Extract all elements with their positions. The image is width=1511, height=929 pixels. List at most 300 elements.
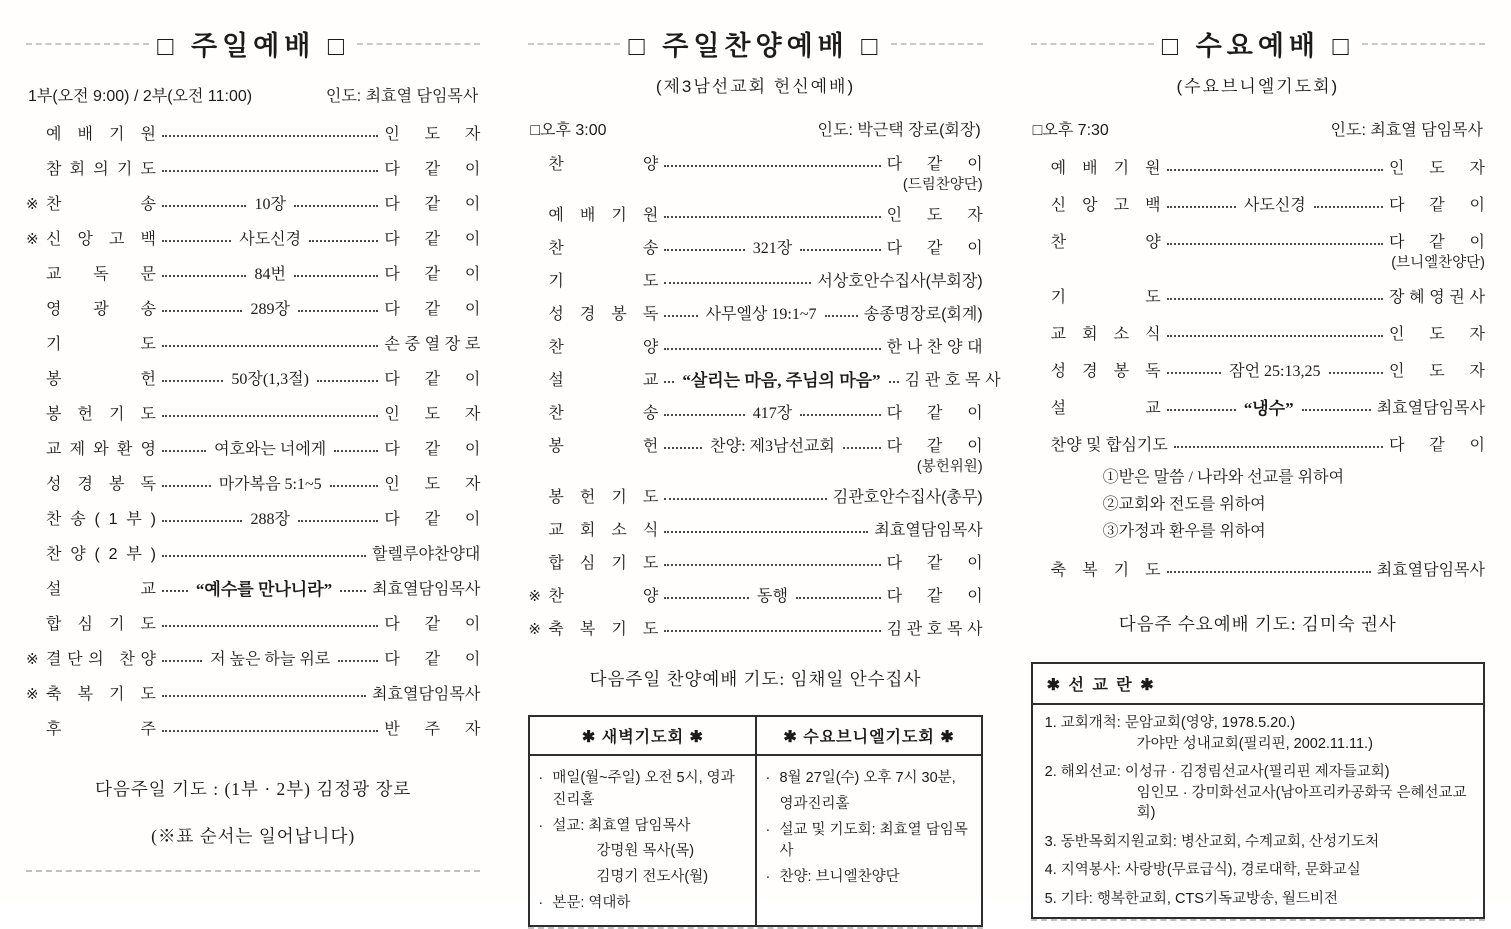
order-item-label: 성 경 봉 독 xyxy=(548,306,659,323)
order-item-person: 최 효 열 담 임 목 사 xyxy=(372,686,481,703)
mission-item-line: 가야만 성내교회(필리핀, 2002.11.11.) xyxy=(1136,735,1373,752)
order-row-line xyxy=(528,205,982,227)
table-item xyxy=(538,816,747,838)
order-item-person-group xyxy=(887,238,983,260)
order-item-person-group xyxy=(887,586,983,608)
order-item-label: 신 앙 고 백 xyxy=(46,231,156,248)
prayer-topic: ③가정과 환우를 위하여 xyxy=(1102,523,1266,540)
table-item xyxy=(538,841,747,863)
order-item-detail: 사도신경 xyxy=(239,231,302,248)
table-item xyxy=(538,893,747,915)
next-week-note: 다음주 수요예배 기도: 김미숙 권사 xyxy=(1118,614,1397,634)
order-row xyxy=(1031,195,1485,217)
table-item xyxy=(765,867,972,889)
table-item-text: 8월 27일(수) 오후 7시 30분, xyxy=(779,770,956,786)
order-item-person: 다 같 이 xyxy=(384,301,481,318)
order-item-person: 손 중 열 장 로 xyxy=(384,336,481,353)
mission-item xyxy=(1045,889,1473,910)
order-item-person-group xyxy=(833,487,983,509)
order-row xyxy=(26,369,480,391)
order-row xyxy=(528,337,982,359)
order-item-person: 인 도 자 xyxy=(384,126,481,143)
service-time: □오후 7:30 xyxy=(1032,122,1109,139)
service-schedule xyxy=(528,117,982,140)
order-row xyxy=(1031,232,1485,272)
dot-leader xyxy=(825,315,858,317)
prayer-topic: ①받은 말씀 / 나라와 선교를 위하여 xyxy=(1102,469,1345,486)
order-row xyxy=(26,264,480,286)
order-row-line xyxy=(26,719,480,741)
fold-dash xyxy=(26,870,480,872)
order-row-line xyxy=(1031,398,1485,420)
dot-leader xyxy=(1314,206,1383,208)
order-row xyxy=(528,205,982,227)
fold-dash xyxy=(1031,919,1485,921)
mission-item-line: 2. 해외선교: 이성규 · 김정림선교사(필리핀 제자들교회) xyxy=(1044,764,1390,781)
order-item-label: 봉 헌 기 도 xyxy=(46,406,156,423)
dot-leader xyxy=(664,531,868,533)
order-item-person: 다 같 이 xyxy=(886,555,983,572)
order-item-detail: 84번 xyxy=(254,266,286,283)
prayer-meetings-table xyxy=(528,715,982,927)
order-item-person: 김 관 호 목 사 xyxy=(904,372,1001,389)
dot-leader xyxy=(162,380,223,382)
service-leader: 인도: 박근택 장로(회장) xyxy=(817,122,981,139)
order-item-person-group xyxy=(384,264,480,286)
order-row-line xyxy=(26,579,480,601)
dot-leader xyxy=(664,249,744,251)
dot-leader xyxy=(1167,571,1371,573)
mission-board xyxy=(1031,662,1485,919)
panel-subtitle: (제3남선교회 헌신예배) xyxy=(655,77,856,96)
dot-leader xyxy=(664,498,826,500)
fold-dash xyxy=(357,43,480,45)
dot-leader xyxy=(317,380,378,382)
order-item-label: 예 배 기 원 xyxy=(46,126,156,143)
order-row xyxy=(26,439,480,461)
order-item-label: 봉 헌 xyxy=(46,371,156,388)
order-row-line xyxy=(26,509,480,531)
order-item-person-group xyxy=(887,436,983,476)
mission-board-title: ✱ 선 교 란 ✱ xyxy=(1033,664,1483,705)
dot-leader xyxy=(330,485,379,487)
order-item-detail: 저 높은 하늘 위로 xyxy=(210,651,331,668)
order-item-label: 기 도 xyxy=(46,336,156,353)
mission-item xyxy=(1045,762,1473,824)
order-item-person: 다 같 이 xyxy=(384,441,481,458)
table-item xyxy=(765,820,972,864)
order-row xyxy=(26,614,480,636)
order-item-label: 신 앙 고 백 xyxy=(1050,197,1161,214)
service-schedule xyxy=(26,83,480,106)
order-item-label: 축 복 기 도 xyxy=(1050,562,1161,579)
order-item-label: 교 회 소 식 xyxy=(548,522,659,539)
dot-leader xyxy=(664,282,811,284)
order-row-line xyxy=(1031,232,1485,272)
dot-leader xyxy=(664,414,744,416)
dot-leader xyxy=(1167,298,1383,300)
order-row xyxy=(26,404,480,426)
dot-leader xyxy=(298,310,378,312)
dot-leader xyxy=(162,590,188,592)
table-item xyxy=(538,867,747,889)
dot-leader xyxy=(1167,335,1383,337)
order-item-person-sub: ( 봉 헌 위 원 ) xyxy=(916,459,983,475)
order-item-person-group xyxy=(864,304,983,326)
order-item-person: 인 도 자 xyxy=(384,406,481,423)
dot-leader xyxy=(309,240,378,242)
dot-leader xyxy=(334,450,378,452)
order-of-worship xyxy=(26,124,480,754)
dot-leader xyxy=(294,275,378,277)
order-item-person: 김 관 호 안 수 집 사 ( 총 무 ) xyxy=(832,489,983,506)
mission-item-line: 임인모 · 강미화선교사(남아프리카공화국 은혜선교교회) xyxy=(1136,784,1467,822)
order-item-person-group xyxy=(384,509,480,531)
order-item-detail: 321장 xyxy=(752,240,793,257)
order-item-label: 합 심 기 도 xyxy=(46,616,156,633)
order-item-person-group xyxy=(1389,195,1485,217)
table-item-text: 설교: 최효열 담임목사 xyxy=(552,817,691,834)
order-item-label: 예 배 기 원 xyxy=(1050,160,1161,177)
dot-leader xyxy=(162,485,211,487)
order-item-label: 성 경 봉 독 xyxy=(46,476,156,493)
prayer-topic: ②교회와 전도를 위하여 xyxy=(1102,496,1266,513)
order-item-person: 다 같 이 xyxy=(886,438,983,455)
dot-leader xyxy=(1302,409,1371,411)
table-item-text: 영과진리홀 xyxy=(779,795,850,812)
service-time: 1부(오전 9:00) / 2부(오전 11:00) xyxy=(28,88,253,105)
dot-leader xyxy=(162,625,378,627)
order-item-label: 찬 송 xyxy=(548,405,659,422)
table-item-text: 설교 및 기도회: 최효열 담임목사 xyxy=(779,821,968,860)
order-item-label: 교 제 와 환 영 xyxy=(46,441,156,458)
order-of-worship xyxy=(1031,158,1485,597)
mission-item-line: 3. 동반목회지원교회: 병산교회, 수계교회, 산성기도처 xyxy=(1044,833,1380,850)
order-item-detail: “냉수” xyxy=(1243,399,1294,418)
bullet-icon: · xyxy=(765,869,771,885)
dot-leader xyxy=(1167,169,1383,171)
order-item-person-group xyxy=(384,369,480,391)
order-item-person-group xyxy=(1389,158,1485,180)
order-item-detail: 288장 xyxy=(250,511,290,528)
dot-leader xyxy=(1167,372,1221,374)
dot-leader xyxy=(664,630,880,632)
mission-item xyxy=(1045,713,1473,754)
order-item-person-group xyxy=(874,520,982,542)
order-item-person: 인 도 자 xyxy=(886,207,983,224)
order-item-label: 기 도 xyxy=(1050,289,1161,306)
order-item-person-group xyxy=(905,370,1001,392)
order-item-person: 다 같 이 xyxy=(384,511,481,528)
dot-leader xyxy=(162,310,242,312)
order-item-label: 찬 양 xyxy=(548,588,659,605)
order-item-detail: 50장(1,3절) xyxy=(231,371,309,388)
dot-leader xyxy=(664,165,880,167)
order-row-line xyxy=(26,229,480,251)
order-row-line xyxy=(26,474,480,496)
order-item-detail: 동행 xyxy=(757,588,788,605)
order-row-line xyxy=(528,370,1001,392)
order-row-line xyxy=(1031,435,1485,457)
order-row-line xyxy=(26,159,480,181)
order-row xyxy=(26,474,480,496)
order-row-line xyxy=(528,553,982,575)
order-row xyxy=(528,553,982,575)
dot-leader xyxy=(664,447,702,449)
order-row-line xyxy=(26,614,480,636)
table-item xyxy=(765,794,972,816)
order-row-line xyxy=(26,369,480,391)
order-item-person-group xyxy=(384,229,480,251)
dot-leader xyxy=(294,205,378,207)
order-row xyxy=(528,370,1001,392)
dot-leader xyxy=(1174,446,1383,448)
order-row xyxy=(1031,435,1485,545)
order-row xyxy=(26,579,480,601)
order-item-person-group xyxy=(887,403,983,425)
standing-mark: ※ xyxy=(528,621,541,638)
dot-leader xyxy=(162,520,242,522)
order-item-person-sub: ( 브 니 엘 찬 양 단 ) xyxy=(1391,255,1485,271)
dot-leader xyxy=(1167,243,1383,245)
order-item-person: 최 효 열 담 임 목 사 xyxy=(874,522,983,539)
dot-leader xyxy=(664,564,880,566)
order-item-person: 최 효 열 담 임 목 사 xyxy=(1376,400,1485,417)
order-item-label: 결 단 의 찬 양 xyxy=(46,651,156,668)
standing-mark: ※ xyxy=(26,231,39,248)
order-item-label: 찬 송 xyxy=(46,196,156,213)
order-row-line xyxy=(528,304,982,326)
dot-leader xyxy=(664,216,880,218)
order-item-person-sub: ( 드 림 찬 양 단 ) xyxy=(902,177,983,193)
order-item-label: 찬 양 xyxy=(1050,234,1161,251)
order-item-detail: “예수를 만나니라” xyxy=(195,580,333,599)
order-item-person: 다 같 이 xyxy=(886,405,983,422)
order-row xyxy=(528,487,982,509)
order-row-line xyxy=(26,194,480,216)
dot-leader xyxy=(162,695,366,697)
order-row xyxy=(1031,158,1485,180)
order-item-detail: 사도신경 xyxy=(1243,197,1306,214)
order-row-line xyxy=(528,271,982,293)
order-item-person-group xyxy=(384,719,480,741)
order-row-line xyxy=(26,334,480,356)
dot-leader xyxy=(664,348,880,350)
panel-sunday-worship xyxy=(26,12,480,902)
standing-mark: ※ xyxy=(26,196,39,213)
order-row xyxy=(528,154,982,194)
next-week-note: 다음주일 찬양예배 기도: 임채일 안수집사 xyxy=(589,669,922,689)
order-row-line xyxy=(528,238,982,260)
order-item-label: 봉 헌 xyxy=(548,438,659,455)
order-item-person-group xyxy=(384,474,480,496)
table-item xyxy=(765,768,972,790)
prayer-topics xyxy=(1103,464,1485,545)
order-row xyxy=(26,299,480,321)
order-item-person: 다 같 이 xyxy=(1388,437,1485,454)
bullet-icon: · xyxy=(765,821,771,838)
order-item-person-group xyxy=(887,619,983,641)
order-row-line xyxy=(528,403,982,425)
order-item-person-group xyxy=(1389,324,1485,346)
order-item-label: 찬 양 xyxy=(548,156,659,173)
order-item-detail: 찬양: 제3남선교회 xyxy=(710,438,835,455)
order-row xyxy=(26,649,480,671)
order-item-person: 다 같 이 xyxy=(384,371,481,388)
panel-subtitle: (수요브니엘기도회) xyxy=(1176,77,1340,96)
order-item-label: 축 복 기 도 xyxy=(46,686,156,703)
dot-leader xyxy=(162,170,378,172)
order-item-person: 할 렐 루 야 찬 양 대 xyxy=(372,546,481,563)
order-row xyxy=(26,159,480,181)
order-item-label: 참 회 의 기 도 xyxy=(46,161,156,178)
mission-item-line: 4. 지역봉사: 사랑방(무료급식), 경로대학, 문화교실 xyxy=(1044,862,1361,879)
service-schedule xyxy=(1031,117,1485,140)
order-row xyxy=(26,684,480,706)
fold-dash xyxy=(1031,43,1154,45)
order-item-person: 반 주 자 xyxy=(384,721,481,738)
order-item-person-group xyxy=(384,614,480,636)
order-row-line xyxy=(26,299,480,321)
order-row xyxy=(528,238,982,260)
dot-leader xyxy=(162,240,231,242)
bullet-icon: · xyxy=(538,770,544,786)
dot-leader xyxy=(162,135,378,137)
order-row-line xyxy=(26,544,480,566)
order-item-label: 찬 양 및 합 심 기 도 xyxy=(1050,437,1168,454)
order-item-person-group xyxy=(1389,361,1485,383)
standing-mark: ※ xyxy=(528,588,541,605)
order-item-person-group xyxy=(384,124,480,146)
dot-leader xyxy=(298,520,378,522)
order-item-detail: 사무엘상 19:1~7 xyxy=(705,306,817,323)
order-item-label: 찬 송 xyxy=(548,240,659,257)
order-item-detail: 마가복음 5:1~5 xyxy=(218,476,322,493)
order-item-label: 기 도 xyxy=(548,273,659,290)
order-row-line xyxy=(26,684,480,706)
panel-title: □ 주일예배 □ xyxy=(157,31,350,61)
order-row-line xyxy=(1031,195,1485,217)
order-item-person-group xyxy=(1377,560,1485,582)
dot-leader xyxy=(162,660,202,662)
order-item-label: 교 독 문 xyxy=(46,266,156,283)
order-item-detail: 잠언 25:13,25 xyxy=(1229,363,1321,380)
order-item-person: 서 상 호 안 수 집 사 ( 부 회 장 ) xyxy=(817,273,983,290)
order-item-person: 한 나 찬 양 대 xyxy=(886,339,983,356)
order-item-label: 합 심 기 도 xyxy=(548,555,659,572)
order-item-person: 다 같 이 xyxy=(384,266,481,283)
order-item-person: 최 효 열 담 임 목 사 xyxy=(1376,562,1485,579)
order-row-line xyxy=(26,124,480,146)
order-item-person: 장 혜 영 권 사 xyxy=(1388,289,1485,306)
standing-mark: ※ xyxy=(26,651,39,668)
table-item-text: 찬양: 브니엘찬양단 xyxy=(779,869,900,885)
bullet-icon: · xyxy=(538,894,544,911)
order-item-person: 다 같 이 xyxy=(384,651,481,668)
order-item-detail: 417장 xyxy=(752,405,793,422)
order-item-label: 찬 양 xyxy=(548,339,659,356)
dot-leader xyxy=(162,205,246,207)
dot-leader xyxy=(843,447,881,449)
order-row xyxy=(1031,287,1485,309)
order-item-label: 교 회 소 식 xyxy=(1050,326,1161,343)
order-item-label: 봉 헌 기 도 xyxy=(548,489,659,506)
dot-leader xyxy=(340,590,366,592)
mission-item xyxy=(1045,860,1473,881)
order-item-person-group xyxy=(887,205,983,227)
panel-wednesday-worship xyxy=(1031,12,1485,908)
dot-leader xyxy=(162,275,246,277)
order-row-line xyxy=(528,520,982,542)
wednesday-prayer-cell xyxy=(755,756,980,925)
order-item-person: 다 같 이 xyxy=(1388,197,1485,214)
order-item-person-group xyxy=(372,684,480,706)
order-row xyxy=(1031,398,1485,420)
dot-leader xyxy=(1329,372,1383,374)
dot-leader xyxy=(664,597,749,599)
table-header-wednesday-prayer: ✱ 수요브니엘기도회 ✱ xyxy=(755,717,980,756)
panel-title-row xyxy=(1031,24,1485,63)
bullet-icon: · xyxy=(538,817,544,834)
order-row-line xyxy=(528,586,982,608)
service-time: □오후 3:00 xyxy=(530,122,607,139)
order-row xyxy=(1031,324,1485,346)
order-row-line xyxy=(528,154,982,194)
order-item-label: 설 교 xyxy=(46,581,156,598)
dot-leader xyxy=(1167,206,1236,208)
dot-leader xyxy=(664,315,697,317)
order-item-label: 설 교 xyxy=(1050,400,1161,417)
dot-leader xyxy=(889,381,899,383)
order-row-line xyxy=(1031,287,1485,309)
order-row-line xyxy=(528,487,982,509)
table-item-text: 본문: 역대하 xyxy=(552,894,631,911)
dot-leader xyxy=(664,381,674,383)
order-item-person: 다 같 이 xyxy=(384,616,481,633)
next-week-note: 다음주일 기도 : (1부 · 2부) 김정광 장로 xyxy=(95,779,412,799)
order-item-person-group xyxy=(887,337,983,359)
order-row xyxy=(528,271,982,293)
order-item-person-group xyxy=(384,299,480,321)
mission-item-line: 1. 교회개척: 문암교회(영양, 1978.5.20.) xyxy=(1044,715,1296,731)
dot-leader xyxy=(162,345,378,347)
order-item-label: 영 광 송 xyxy=(46,301,156,318)
order-row xyxy=(1031,560,1485,582)
order-item-detail: 여호와는 너에게 xyxy=(214,441,327,458)
order-item-person-group xyxy=(384,649,480,671)
order-row xyxy=(528,304,982,326)
dot-leader xyxy=(162,415,378,417)
order-item-label: 성 경 봉 독 xyxy=(1050,363,1161,380)
dawn-prayer-cell xyxy=(530,756,755,925)
order-of-worship xyxy=(528,154,1001,652)
standing-mark: ※ xyxy=(26,686,39,703)
order-row-line xyxy=(528,619,982,641)
order-item-label: 축 복 기 도 xyxy=(548,621,659,638)
order-item-person: 다 같 이 xyxy=(384,196,481,213)
order-item-person: 김 관 호 목 사 xyxy=(886,621,983,638)
dot-leader xyxy=(338,660,378,662)
order-item-label: 찬 송 ( 1 부 ) xyxy=(46,511,156,528)
order-item-person: 인 도 자 xyxy=(1388,363,1485,380)
order-item-person-group xyxy=(384,404,480,426)
table-item-text: 강명원 목사(목) xyxy=(596,843,695,860)
dot-leader xyxy=(796,597,881,599)
fold-dash xyxy=(1362,43,1485,45)
order-item-person-group xyxy=(1377,398,1485,420)
dot-leader xyxy=(800,414,880,416)
order-row-line xyxy=(26,649,480,671)
